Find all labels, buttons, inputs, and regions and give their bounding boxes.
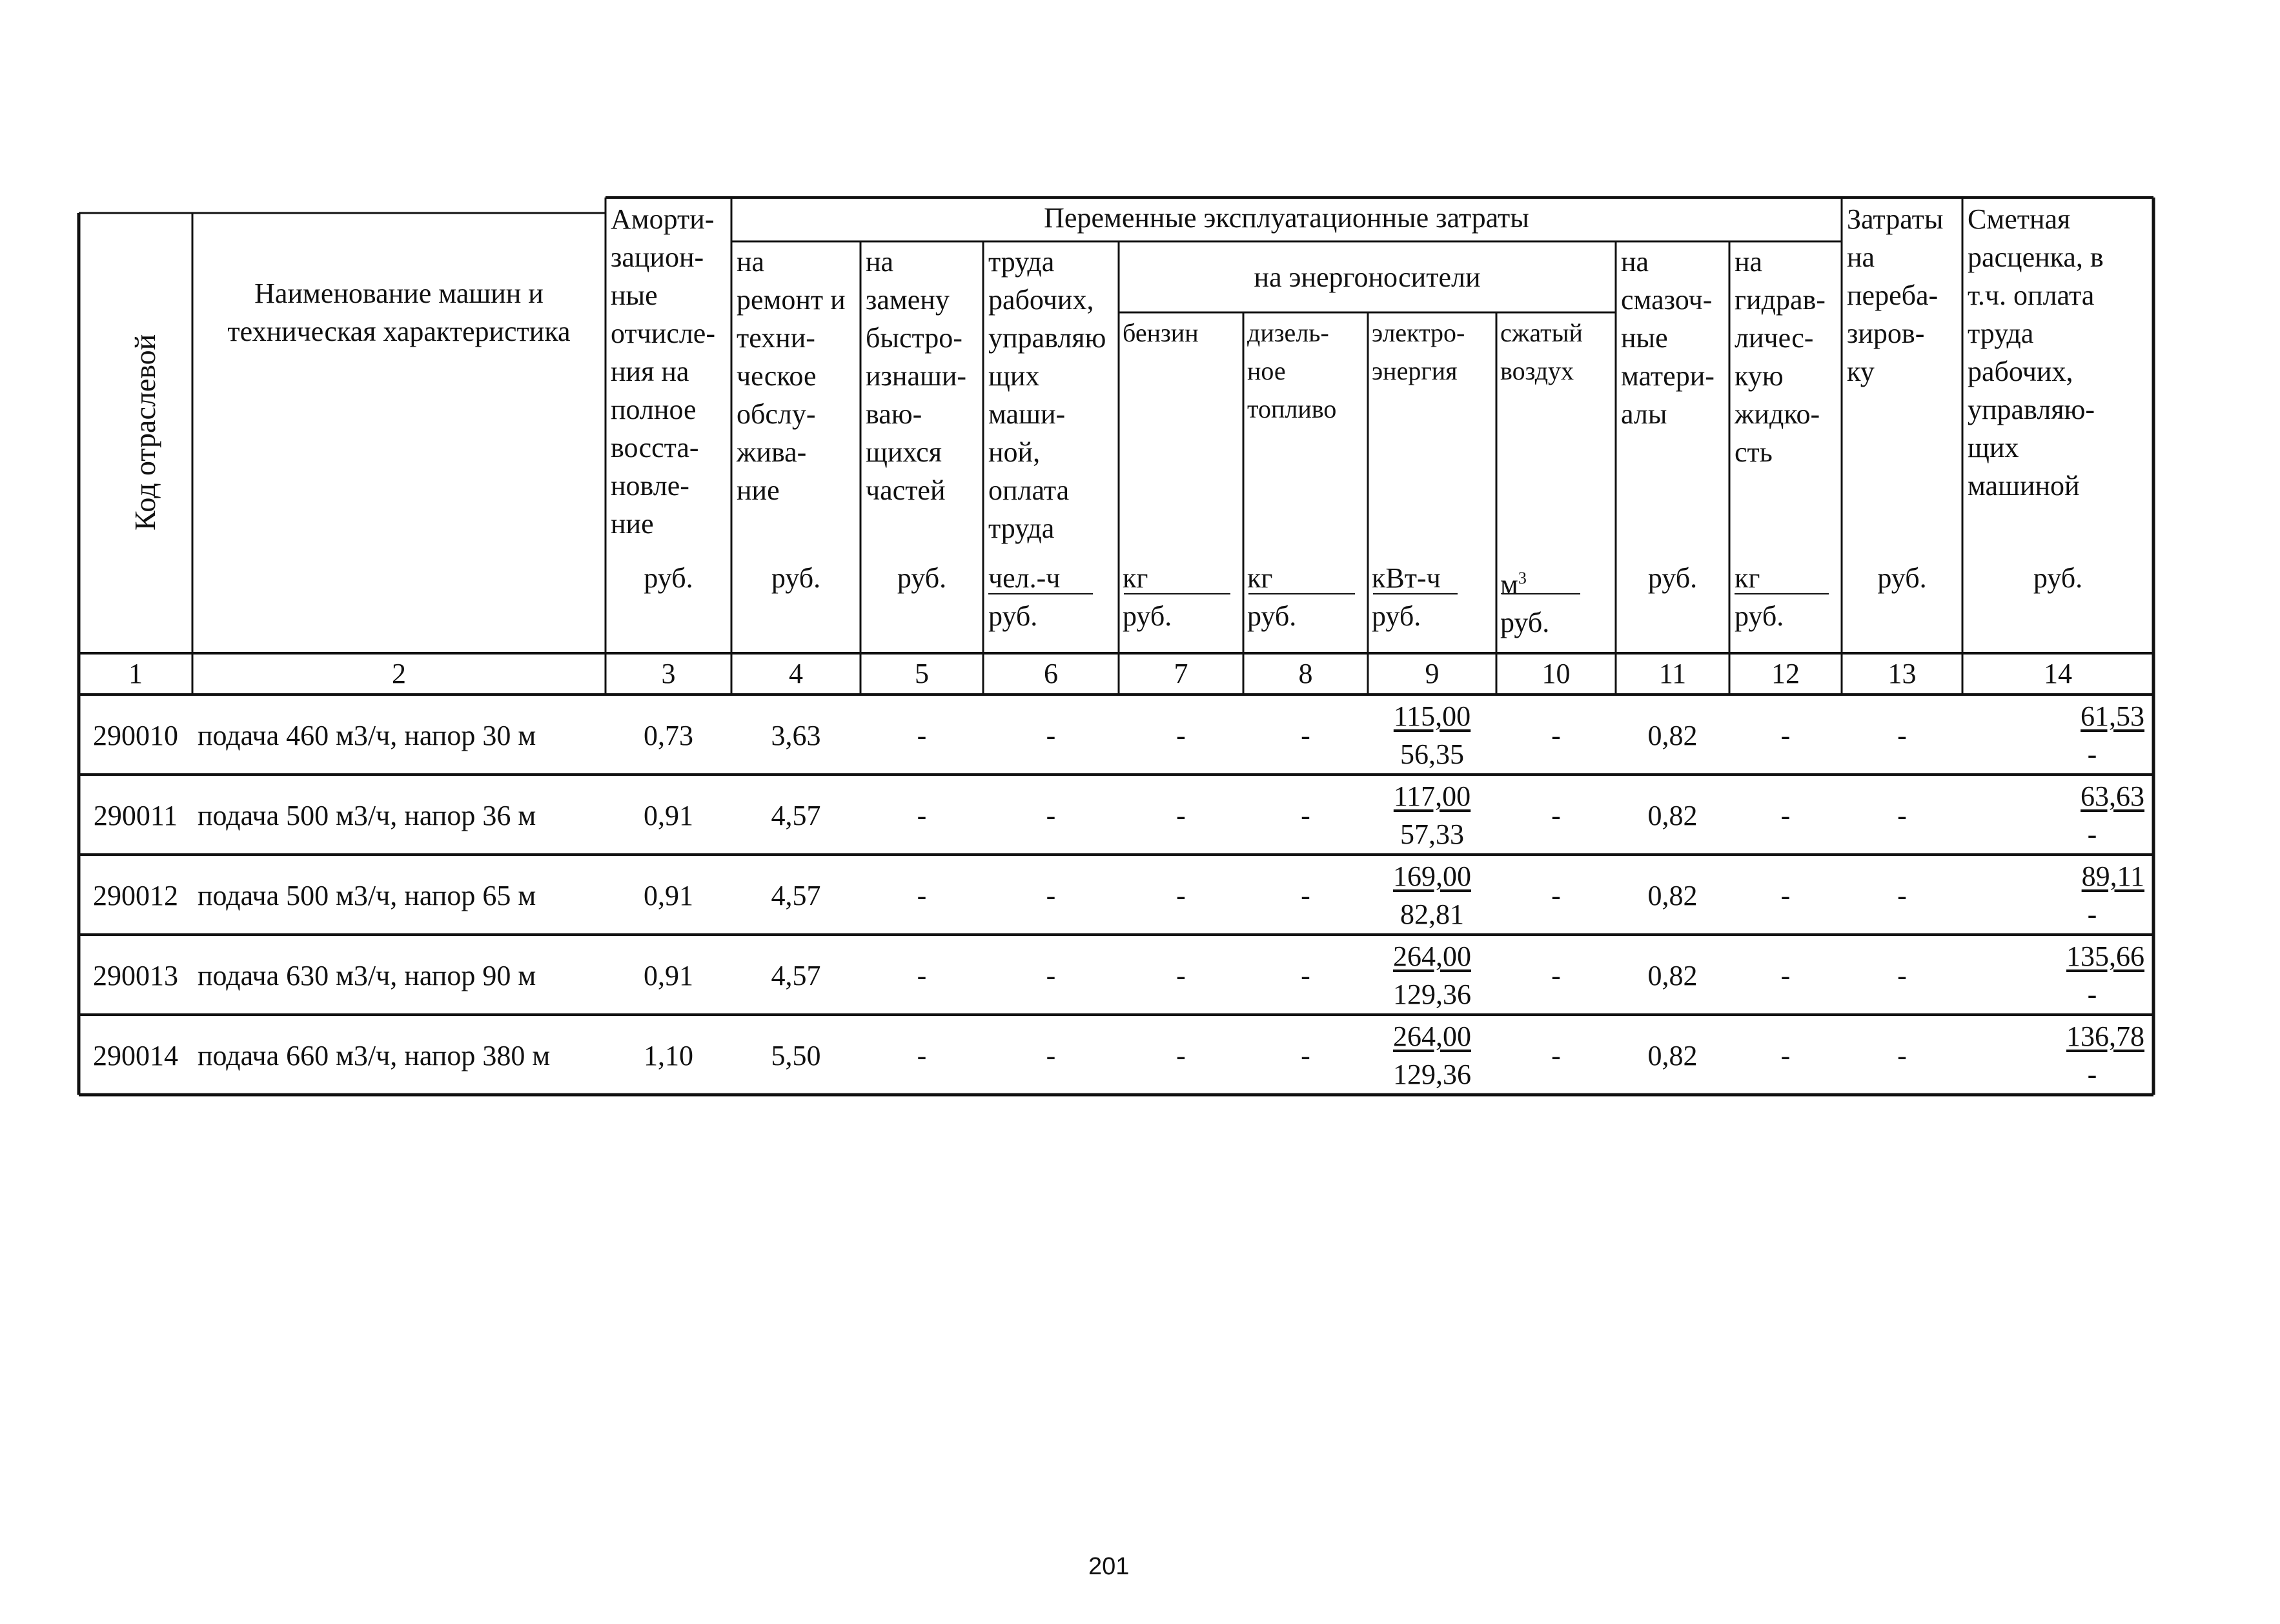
row-replace-text: - xyxy=(917,720,927,751)
hydro-unit-top: кг xyxy=(1735,562,1760,594)
row-lube xyxy=(1616,1037,1729,1075)
column-number xyxy=(1962,655,2153,693)
repair-line: ние xyxy=(737,474,780,506)
row-labor xyxy=(983,957,1119,995)
row-hydro xyxy=(1729,716,1842,755)
row-elec-top: 264,00 xyxy=(1393,940,1471,972)
row-lube xyxy=(1616,957,1729,995)
row-replace-text: - xyxy=(917,960,927,991)
column-number xyxy=(731,655,860,693)
row-electricity xyxy=(1368,777,1496,853)
hydro-header xyxy=(1735,243,1840,471)
row-amort xyxy=(606,957,731,995)
row-elec-top: 115,00 xyxy=(1393,700,1471,732)
row-petrol-text: - xyxy=(1176,880,1186,911)
energy-col-header xyxy=(1372,314,1495,390)
hydro-unit xyxy=(1735,559,1840,635)
row-replace-text: - xyxy=(917,880,927,911)
row-hydro-text: - xyxy=(1780,880,1791,911)
transfer-unit-text: руб. xyxy=(1877,562,1927,594)
row-transfer xyxy=(1842,716,1962,755)
row-diesel xyxy=(1243,716,1368,755)
row-replace xyxy=(860,1037,983,1075)
hydro-unit-bottom: руб. xyxy=(1735,600,1784,632)
row-name xyxy=(198,797,604,835)
labor-line: рабочих, xyxy=(988,284,1094,316)
hydro-line: гидрав- xyxy=(1735,284,1826,316)
column-number-text: 7 xyxy=(1174,658,1188,689)
row-lube-text: 0,82 xyxy=(1647,880,1698,911)
row-labor xyxy=(983,797,1119,835)
row-rate-bottom: - xyxy=(2087,898,2097,930)
row-amort xyxy=(606,716,731,755)
row-repair-text: 4,57 xyxy=(771,880,821,911)
row-petrol xyxy=(1119,1037,1243,1075)
row-labor-text: - xyxy=(1046,960,1056,991)
column-number-text: 11 xyxy=(1658,658,1687,689)
row-hydro-text: - xyxy=(1780,960,1791,991)
energy-col-line: топливо xyxy=(1247,394,1337,423)
page-number: 201 xyxy=(1088,1553,1130,1580)
row-air xyxy=(1496,877,1616,915)
name-header-text: Наименование машин и техническая характеристика xyxy=(227,278,571,347)
row-name-text: подача 460 м3/ч, напор 30 м xyxy=(198,720,536,751)
row-diesel xyxy=(1243,957,1368,995)
amort-line: ния на xyxy=(611,356,689,387)
amort-line: полное xyxy=(611,394,697,425)
energy-col-unit xyxy=(1500,559,1614,642)
energy-col-line: энергия xyxy=(1372,356,1458,385)
column-number xyxy=(1368,655,1496,693)
row-rate xyxy=(1962,857,2144,933)
row-hydro xyxy=(1729,957,1842,995)
lube-line: ные xyxy=(1621,322,1668,354)
energy-unit-top: кг xyxy=(1247,562,1273,594)
row-diesel-text: - xyxy=(1301,960,1310,991)
row-petrol-text: - xyxy=(1176,1040,1186,1071)
row-petrol-text: - xyxy=(1176,720,1186,751)
rate-line: управляю- xyxy=(1968,394,2095,425)
row-name-text: подача 500 м3/ч, напор 36 м xyxy=(198,800,536,831)
amort-unit-text: руб. xyxy=(644,562,693,594)
row-elec-bottom: 82,81 xyxy=(1400,898,1464,930)
row-electricity xyxy=(1368,1017,1496,1093)
rate-line: труда xyxy=(1968,318,2034,349)
row-elec-bottom: 129,36 xyxy=(1393,1059,1471,1090)
replace-line: замену xyxy=(866,284,950,316)
row-air xyxy=(1496,797,1616,835)
row-air-text: - xyxy=(1551,800,1561,831)
row-hydro-text: - xyxy=(1780,1040,1791,1071)
repair-line: техни- xyxy=(737,322,815,354)
rate-line: Сметная xyxy=(1968,203,2071,235)
energy-unit-top: м xyxy=(1500,568,1518,600)
energy-col-line: ное xyxy=(1247,356,1286,385)
lube-line: на xyxy=(1621,246,1649,278)
row-transfer-text: - xyxy=(1897,800,1907,831)
row-replace xyxy=(860,797,983,835)
row-repair xyxy=(731,1037,860,1075)
lube-line: матери- xyxy=(1621,360,1715,392)
rate-header xyxy=(1968,200,2150,505)
energy-unit-bottom: руб. xyxy=(1247,600,1297,632)
transfer-header xyxy=(1847,200,1961,391)
labor-line: ной, xyxy=(988,436,1041,468)
column-number xyxy=(1729,655,1842,693)
row-rate-bottom: - xyxy=(2087,979,2097,1010)
column-number-text: 9 xyxy=(1425,658,1440,689)
row-labor xyxy=(983,716,1119,755)
hydro-line: жидко- xyxy=(1735,398,1820,430)
row-replace xyxy=(860,877,983,915)
row-amort-text: 0,91 xyxy=(644,800,693,831)
column-number xyxy=(860,655,983,693)
hydro-line: кую xyxy=(1735,360,1784,392)
labor-unit xyxy=(988,559,1117,635)
column-number-text: 3 xyxy=(661,658,676,689)
row-transfer-text: - xyxy=(1897,1040,1907,1071)
row-hydro-text: - xyxy=(1780,800,1791,831)
repair-line: ческое xyxy=(737,360,817,392)
variable-costs-title: Переменные эксплуатационные затраты xyxy=(1044,202,1529,234)
row-hydro xyxy=(1729,877,1842,915)
replace-header xyxy=(866,243,982,509)
column-number xyxy=(1243,655,1368,693)
replace-line: ваю- xyxy=(866,398,922,430)
row-rate-top: 61,53 xyxy=(2081,700,2144,732)
row-name xyxy=(198,716,604,755)
column-number-text: 5 xyxy=(915,658,929,689)
row-elec-top: 117,00 xyxy=(1393,780,1471,812)
row-elec-top: 264,00 xyxy=(1393,1020,1471,1052)
column-number-text: 12 xyxy=(1771,658,1800,689)
transfer-line: ку xyxy=(1847,356,1875,387)
row-air xyxy=(1496,957,1616,995)
row-repair-text: 4,57 xyxy=(771,800,821,831)
row-name-text: подача 500 м3/ч, напор 65 м xyxy=(198,880,536,911)
row-labor xyxy=(983,1037,1119,1075)
row-name-text: подача 630 м3/ч, напор 90 м xyxy=(198,960,536,991)
row-name xyxy=(198,877,604,915)
labor-line: маши- xyxy=(988,398,1066,430)
row-repair xyxy=(731,797,860,835)
hydro-line: на xyxy=(1735,246,1763,278)
column-number xyxy=(1842,655,1962,693)
column-number-text: 6 xyxy=(1044,658,1058,689)
row-diesel-text: - xyxy=(1301,1040,1310,1071)
row-petrol xyxy=(1119,797,1243,835)
row-code-text: 290012 xyxy=(93,880,178,911)
amort-line: восста- xyxy=(611,432,699,463)
energy-col-header xyxy=(1247,314,1367,428)
row-rate-top: 135,66 xyxy=(2066,940,2144,972)
column-number-text: 2 xyxy=(392,658,406,689)
column-number xyxy=(192,655,606,693)
row-code xyxy=(79,957,192,995)
column-number-text: 10 xyxy=(1542,658,1571,689)
energy-col-line: сжатый xyxy=(1500,318,1583,347)
replace-line: быстро- xyxy=(866,322,962,354)
rate-line: т.ч. оплата xyxy=(1968,279,2095,311)
energy-title: на энергоносители xyxy=(1254,261,1481,293)
energy-col-header xyxy=(1500,314,1614,390)
rate-line: машиной xyxy=(1968,470,2080,502)
column-number-text: 14 xyxy=(2044,658,2072,689)
energy-unit-top: кг xyxy=(1123,562,1148,594)
row-rate xyxy=(1962,777,2144,853)
transfer-line: переба- xyxy=(1847,279,1939,311)
row-lube-text: 0,82 xyxy=(1647,960,1698,991)
row-rate-top: 63,63 xyxy=(2081,780,2144,812)
row-amort xyxy=(606,1037,731,1075)
energy-unit-bottom: руб. xyxy=(1123,600,1172,632)
labor-line: труда xyxy=(988,513,1055,544)
row-name xyxy=(198,1037,604,1075)
row-air-text: - xyxy=(1551,720,1561,751)
row-electricity xyxy=(1368,937,1496,1013)
row-code-text: 290013 xyxy=(93,960,178,991)
row-code xyxy=(79,716,192,755)
row-air-text: - xyxy=(1551,1040,1561,1071)
row-lube xyxy=(1616,877,1729,915)
row-rate-top: 89,11 xyxy=(2081,860,2144,892)
labor-unit-top: чел.-ч xyxy=(988,562,1061,594)
row-transfer xyxy=(1842,957,1962,995)
transfer-line: на xyxy=(1847,241,1875,273)
row-transfer xyxy=(1842,877,1962,915)
row-code xyxy=(79,797,192,835)
repair-header xyxy=(737,243,859,509)
row-replace xyxy=(860,957,983,995)
name-header xyxy=(199,274,599,350)
code-header: Код отраслевой xyxy=(128,334,161,531)
row-elec-bottom: 57,33 xyxy=(1400,818,1464,850)
column-number xyxy=(79,655,192,693)
row-amort-text: 1,10 xyxy=(644,1040,693,1071)
transfer-unit xyxy=(1842,559,1962,597)
column-number-text: 13 xyxy=(1888,658,1917,689)
amort-line: ные xyxy=(611,279,658,311)
row-hydro xyxy=(1729,797,1842,835)
row-rate-top: 136,78 xyxy=(2066,1020,2144,1052)
row-lube xyxy=(1616,797,1729,835)
row-labor-text: - xyxy=(1046,800,1056,831)
column-number xyxy=(983,655,1119,693)
amort-header xyxy=(611,200,728,543)
row-repair xyxy=(731,957,860,995)
repair-line: ремонт и xyxy=(737,284,846,316)
repair-unit xyxy=(731,559,860,597)
row-rate xyxy=(1962,937,2144,1013)
row-petrol-text: - xyxy=(1176,800,1186,831)
column-number xyxy=(1496,655,1616,693)
rate-unit-text: руб. xyxy=(2033,562,2083,594)
column-number xyxy=(1119,655,1243,693)
row-labor-text: - xyxy=(1046,1040,1056,1071)
row-amort-text: 0,73 xyxy=(644,720,693,751)
repair-unit-text: руб. xyxy=(771,562,821,594)
energy-col-header xyxy=(1123,314,1242,352)
row-air xyxy=(1496,716,1616,755)
row-elec-bottom: 56,35 xyxy=(1400,738,1464,770)
row-replace-text: - xyxy=(917,1040,927,1071)
row-code xyxy=(79,1037,192,1075)
rate-line: щих xyxy=(1968,432,2019,463)
column-number xyxy=(1616,655,1729,693)
row-rate-bottom: - xyxy=(2087,1059,2097,1090)
row-rate xyxy=(1962,697,2144,773)
row-lube xyxy=(1616,716,1729,755)
energy-col-line: бензин xyxy=(1123,318,1199,347)
column-number-text: 4 xyxy=(789,658,803,689)
row-labor xyxy=(983,877,1119,915)
row-diesel-text: - xyxy=(1301,720,1310,751)
row-lube-text: 0,82 xyxy=(1647,800,1698,831)
lube-line: алы xyxy=(1621,398,1667,430)
energy-col-line: дизель- xyxy=(1247,318,1329,347)
row-air-text: - xyxy=(1551,960,1561,991)
row-diesel-text: - xyxy=(1301,880,1310,911)
row-amort xyxy=(606,797,731,835)
rate-unit xyxy=(1962,559,2153,597)
row-diesel xyxy=(1243,797,1368,835)
replace-line: на xyxy=(866,246,894,278)
repair-line: обслу- xyxy=(737,398,816,430)
row-amort-text: 0,91 xyxy=(644,880,693,911)
row-transfer-text: - xyxy=(1897,880,1907,911)
row-replace-text: - xyxy=(917,800,927,831)
lube-unit xyxy=(1616,559,1729,597)
row-electricity xyxy=(1368,697,1496,773)
row-lube-text: 0,82 xyxy=(1647,1040,1698,1071)
energy-col-unit xyxy=(1372,559,1495,635)
labor-line: труда xyxy=(988,246,1055,278)
row-elec-top: 169,00 xyxy=(1393,860,1471,892)
replace-line: щихся xyxy=(866,436,942,468)
row-rate-bottom: - xyxy=(2087,818,2097,850)
row-diesel-text: - xyxy=(1301,800,1310,831)
lube-unit-text: руб. xyxy=(1647,562,1698,594)
amort-line: зацион- xyxy=(611,241,704,273)
column-number-text: 1 xyxy=(128,658,143,689)
row-transfer-text: - xyxy=(1897,720,1907,751)
row-amort-text: 0,91 xyxy=(644,960,693,991)
row-code-text: 290010 xyxy=(93,720,178,751)
amort-line: отчисле- xyxy=(611,318,715,349)
transfer-line: Затраты xyxy=(1847,203,1944,235)
row-code-text: 290014 xyxy=(93,1040,178,1071)
labor-line: оплата xyxy=(988,474,1070,506)
lube-header xyxy=(1621,243,1728,433)
amort-unit xyxy=(611,559,726,597)
row-repair-text: 3,63 xyxy=(771,720,821,751)
row-transfer xyxy=(1842,1037,1962,1075)
row-rate xyxy=(1962,1017,2144,1093)
labor-line: управляю xyxy=(988,322,1106,354)
energy-col-line: электро- xyxy=(1372,318,1465,347)
row-electricity xyxy=(1368,857,1496,933)
transfer-line: зиров- xyxy=(1847,318,1925,349)
energy-unit-sup: 3 xyxy=(1518,569,1527,587)
row-repair xyxy=(731,716,860,755)
row-replace xyxy=(860,716,983,755)
column-number-text: 8 xyxy=(1298,658,1313,689)
hydro-line: личес- xyxy=(1735,322,1814,354)
row-amort xyxy=(606,877,731,915)
row-petrol xyxy=(1119,957,1243,995)
rate-line: рабочих, xyxy=(1968,356,2073,387)
hydro-line: сть xyxy=(1735,436,1773,468)
replace-unit-text: руб. xyxy=(897,562,947,594)
energy-header xyxy=(1119,258,1616,296)
row-diesel xyxy=(1243,1037,1368,1075)
repair-line: жива- xyxy=(737,436,807,468)
row-name-text: подача 660 м3/ч, напор 380 м xyxy=(198,1040,551,1071)
amort-line: новле- xyxy=(611,470,689,502)
row-transfer-text: - xyxy=(1897,960,1907,991)
repair-line: на xyxy=(737,246,765,278)
rate-line: расценка, в xyxy=(1968,241,2104,273)
row-elec-bottom: 129,36 xyxy=(1393,979,1471,1010)
labor-unit-bottom: руб. xyxy=(988,600,1038,632)
row-air xyxy=(1496,1037,1616,1075)
row-code-text: 290011 xyxy=(93,800,178,831)
amort-line: Аморти- xyxy=(611,203,715,235)
energy-col-line: воздух xyxy=(1500,356,1574,385)
row-air-text: - xyxy=(1551,880,1561,911)
replace-line: изнаши- xyxy=(866,360,967,392)
row-name xyxy=(198,957,604,995)
variable-costs-header xyxy=(731,199,1842,237)
row-repair-text: 5,50 xyxy=(771,1040,821,1071)
energy-col-unit xyxy=(1123,559,1242,635)
energy-unit-bottom: руб. xyxy=(1372,600,1421,632)
row-repair-text: 4,57 xyxy=(771,960,821,991)
column-number xyxy=(606,655,731,693)
labor-header xyxy=(988,243,1117,547)
row-transfer xyxy=(1842,797,1962,835)
row-diesel xyxy=(1243,877,1368,915)
row-repair xyxy=(731,877,860,915)
labor-line: щих xyxy=(988,360,1040,392)
amort-line: ние xyxy=(611,508,654,540)
row-petrol-text: - xyxy=(1176,960,1186,991)
row-lube-text: 0,82 xyxy=(1647,720,1698,751)
energy-unit-top: кВт-ч xyxy=(1372,562,1441,594)
replace-unit xyxy=(860,559,983,597)
energy-col-unit xyxy=(1247,559,1367,635)
row-hydro-text: - xyxy=(1780,720,1791,751)
energy-unit-bottom: руб. xyxy=(1500,606,1550,638)
row-petrol xyxy=(1119,877,1243,915)
row-labor-text: - xyxy=(1046,880,1056,911)
row-hydro xyxy=(1729,1037,1842,1075)
lube-line: смазоч- xyxy=(1621,284,1713,316)
row-petrol xyxy=(1119,716,1243,755)
replace-line: частей xyxy=(866,474,946,506)
row-code xyxy=(79,877,192,915)
row-rate-bottom: - xyxy=(2087,738,2097,770)
row-labor-text: - xyxy=(1046,720,1056,751)
